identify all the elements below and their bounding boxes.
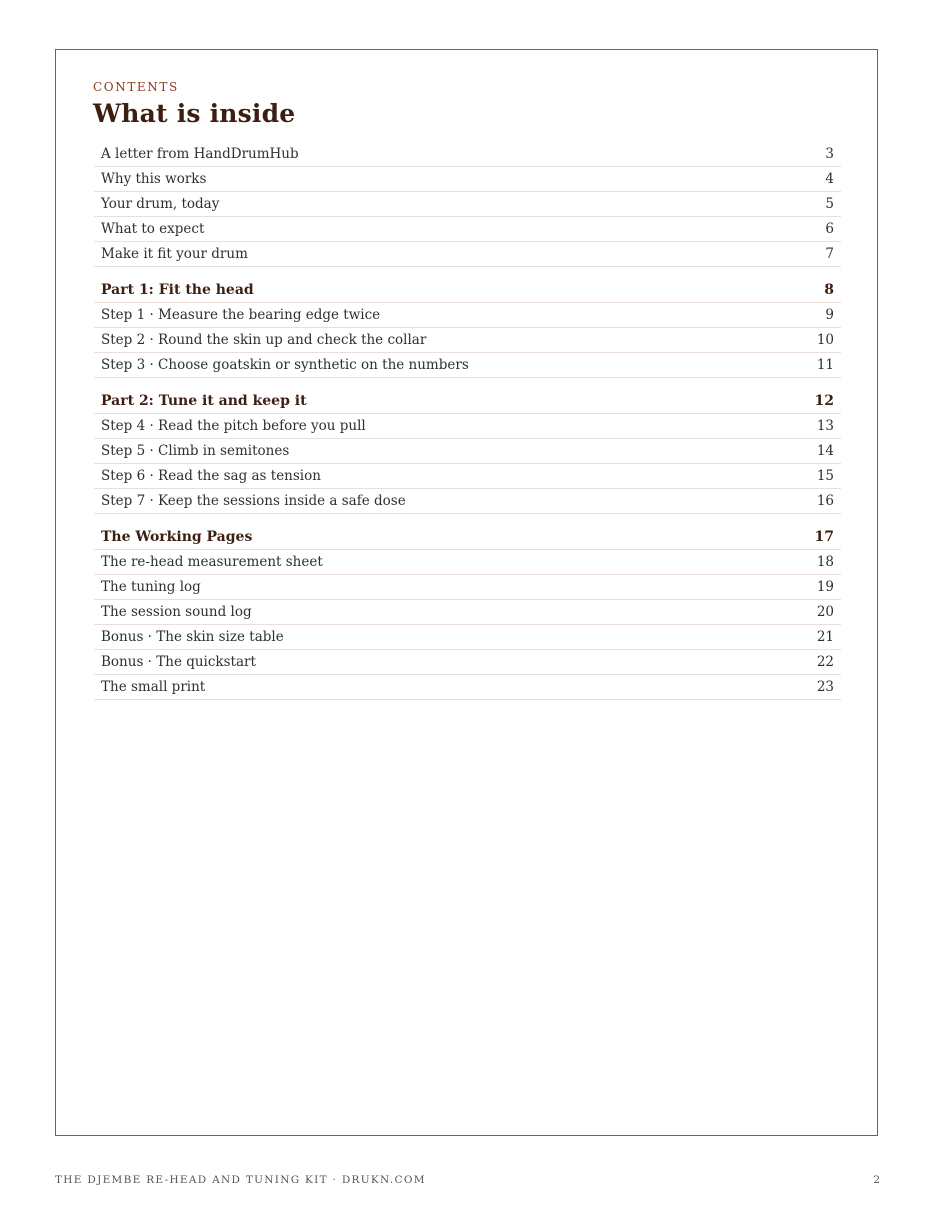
toc-entry[interactable]: [94, 192, 841, 217]
section-eyebrow: CONTENTS: [93, 80, 179, 94]
toc-page-number: 13: [816, 418, 834, 434]
toc-entry-title: The small print: [101, 679, 206, 695]
toc-entry-title: Step 5 · Climb in semitones: [101, 443, 290, 459]
toc-entry[interactable]: [94, 625, 841, 650]
toc-entry-title: Part 2: Tune it and keep it: [101, 392, 307, 409]
table-of-contents: [94, 142, 841, 700]
toc-entry-title: What to expect: [101, 221, 205, 237]
toc-page-number: 5: [825, 196, 834, 212]
toc-part-heading[interactable]: [94, 524, 841, 550]
toc-page-number: 18: [816, 554, 834, 570]
toc-entry[interactable]: [94, 142, 841, 167]
toc-entry-title: Bonus · The skin size table: [101, 629, 284, 645]
toc-entry[interactable]: [94, 353, 841, 378]
toc-page-number: 9: [825, 307, 834, 323]
toc-page-number: 20: [816, 604, 834, 620]
toc-entry[interactable]: [94, 575, 841, 600]
toc-entry[interactable]: [94, 167, 841, 192]
toc-page-number: 3: [825, 146, 834, 162]
toc-entry[interactable]: [94, 489, 841, 514]
toc-page-number: 14: [816, 443, 834, 459]
toc-entry[interactable]: [94, 217, 841, 242]
toc-entry-title: Why this works: [101, 171, 207, 187]
toc-entry-title: Step 2 · Round the skin up and check the collar: [101, 332, 427, 348]
toc-page-number: 4: [825, 171, 834, 187]
toc-page-number: 16: [816, 493, 834, 509]
toc-entry-title: The re-head measurement sheet: [101, 554, 323, 570]
toc-entry[interactable]: [94, 439, 841, 464]
toc-page-number: 22: [816, 654, 834, 670]
toc-entry-title: The tuning log: [101, 579, 201, 595]
toc-page-number: 21: [816, 629, 834, 645]
footer-page-number: 2: [873, 1174, 880, 1186]
toc-entry-title: Step 1 · Measure the bearing edge twice: [101, 307, 381, 323]
toc-entry-title: Step 4 · Read the pitch before you pull: [101, 418, 366, 434]
toc-entry-title: Bonus · The quickstart: [101, 654, 256, 670]
toc-entry[interactable]: [94, 464, 841, 489]
toc-page-number: 15: [816, 468, 834, 484]
toc-entry-title: Part 1: Fit the head: [101, 281, 254, 298]
toc-page-number: 12: [814, 392, 834, 409]
toc-entry[interactable]: [94, 650, 841, 675]
toc-entry-title: Step 7 · Keep the sessions inside a safe dose: [101, 493, 406, 509]
toc-entry[interactable]: [94, 675, 841, 700]
toc-entry[interactable]: [94, 414, 841, 439]
toc-entry[interactable]: [94, 303, 841, 328]
toc-page-number: 6: [825, 221, 834, 237]
toc-page-number: 10: [816, 332, 834, 348]
toc-entry[interactable]: [94, 242, 841, 267]
toc-page-number: 8: [824, 281, 834, 298]
toc-part-heading[interactable]: [94, 388, 841, 414]
toc-entry[interactable]: [94, 600, 841, 625]
toc-page-number: 17: [814, 528, 834, 545]
toc-entry-title: The Working Pages: [101, 528, 253, 545]
toc-entry-title: Your drum, today: [101, 196, 220, 212]
toc-entry[interactable]: [94, 328, 841, 353]
toc-part-heading[interactable]: [94, 277, 841, 303]
toc-entry-title: The session sound log: [101, 604, 252, 620]
toc-entry-title: Make it fit your drum: [101, 246, 248, 262]
toc-page-number: 19: [816, 579, 834, 595]
footer-title: THE DJEMBE RE-HEAD AND TUNING KIT · DRUKN.COM: [55, 1174, 426, 1186]
toc-entry[interactable]: [94, 550, 841, 575]
page-title: What is inside: [93, 99, 296, 128]
toc-page-number: 11: [816, 357, 834, 373]
toc-entry-title: A letter from HandDrumHub: [101, 146, 299, 162]
toc-entry-title: Step 6 · Read the sag as tension: [101, 468, 321, 484]
toc-page-number: 7: [825, 246, 834, 262]
toc-page-number: 23: [816, 679, 834, 695]
toc-entry-title: Step 3 · Choose goatskin or synthetic on the numbers: [101, 357, 469, 373]
